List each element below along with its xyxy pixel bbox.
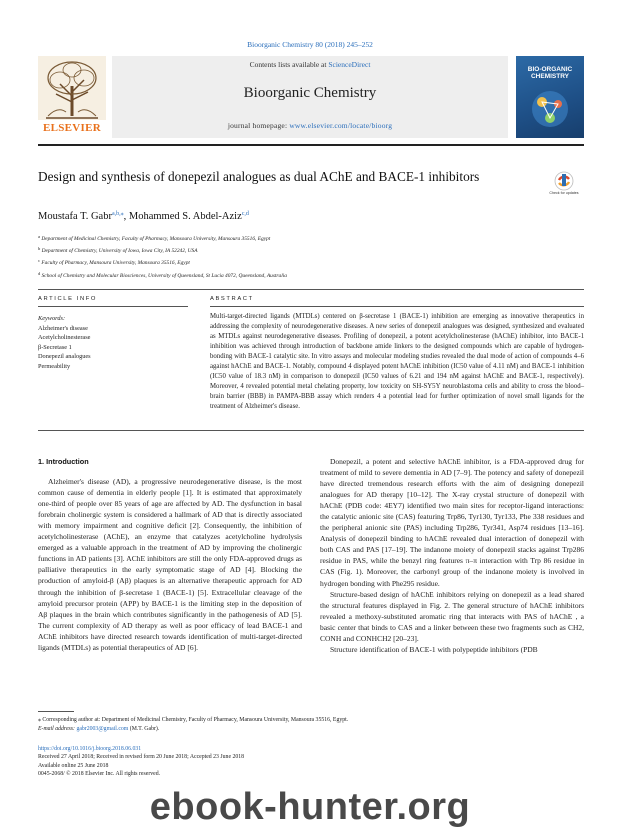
- keywords-label: Keywords:: [38, 315, 66, 322]
- affiliation-text: Department of Chemistry, University of Iowa, Iowa City, IA 52242, USA: [41, 248, 198, 255]
- affiliation-mark: c: [38, 258, 40, 264]
- affiliation-item: [38, 232, 584, 244]
- check-for-updates-badge[interactable]: [550, 170, 578, 200]
- abstract-bottom-rule: [38, 430, 584, 431]
- affiliations-rule: [38, 289, 584, 290]
- homepage-line: [112, 121, 508, 130]
- keywords-block: [38, 314, 188, 372]
- affiliation-mark: a: [38, 234, 40, 239]
- journal-cover[interactable]: [516, 56, 584, 138]
- publisher-name: ELSEVIER: [42, 122, 102, 134]
- abstract-heading: ABSTRACT: [210, 296, 254, 302]
- affiliation-text: Faculty of Pharmacy, Mansoura University, Mansoura 35516, Egypt: [41, 260, 190, 267]
- affiliation-item: [38, 269, 584, 281]
- email-suffix: (M.T. Gabr).: [128, 725, 160, 732]
- homepage-prefix: journal homepage:: [227, 121, 290, 130]
- author-name[interactable]: Mohammed S. Abdel-Aziz: [128, 211, 242, 222]
- affiliations: [38, 232, 584, 281]
- elsevier-logo[interactable]: [38, 56, 106, 138]
- body-paragraph: Donepezil, a potent and selective hAChE inhibitor, is a FDA-approved drug for treatment of mild to severe dementia in AD [7–9]. The potency and safety of donepezil have directed tremendous research efforts with the aim of designing donepezil analogues for AD therapy [10–12]. The X-ray crystal structure of donepezil with hAChE (PDB code: 4EY7) identified two main sites for receptor-ligand interactions: the catalytic anionic site (CAS) featuring Trp86, Tyr130, Tyr133, Phe 338 residues and the peripheral anionic site (PAS) including Trp286, Tyr341, Asp74 residues [13–16]. Analysis of donepezil binding to hAChE revealed dual interaction of donepezil with both CAS and PAS [17–19]. The indanone moiety of donepezil stacks against Trp286 residue in PAS, while the benzyl ring features π–π interaction with Trp 86 residue in CAS (Fig. 1). Moreover, the carbonyl group of the indanone moiety is involved in hydrogen bonding with Phe295 residue.: [320, 457, 584, 588]
- body-paragraph: Structure-based design of hAChE inhibitors relying on donepezil as a lead shared the structural features displayed in Fig. 2. The general structure of hAChE inhibitors revealed a methoxy-substituted aromatic ring that interacts with PAS of hAChE , a basic center that binds to CAS and a linker between these two fragments such as CH2, CONH and CONHCH2 [20–23].: [320, 589, 584, 643]
- molecule-icon: [526, 86, 574, 132]
- author-marks[interactable]: c,d: [241, 211, 249, 217]
- check-updates-icon: [550, 170, 578, 200]
- keyword-item: Acetylcholinesterase: [38, 334, 91, 342]
- email-link[interactable]: gabr2003@gmail.com: [76, 725, 129, 732]
- sciencedirect-link[interactable]: ScienceDirect: [328, 60, 371, 69]
- article-info-heading: ARTICLE INFO: [38, 296, 98, 302]
- author-list: [38, 210, 249, 222]
- keyword-item: Alzheimer's disease: [38, 324, 88, 332]
- affiliation-mark: b: [38, 246, 41, 252]
- email-label: E-mail address:: [38, 725, 77, 732]
- affiliation-item: [38, 244, 584, 256]
- right-column: [320, 456, 584, 655]
- journal-title[interactable]: Bioorganic Chemistry: [243, 85, 377, 101]
- article-info-rule: [38, 306, 188, 307]
- contents-line: [112, 60, 508, 69]
- affiliation-mark: d: [38, 270, 41, 276]
- keyword-item: β-Secretase 1: [38, 343, 72, 351]
- author-marks[interactable]: a,b,⁎: [111, 211, 124, 217]
- abstract-rule: [210, 306, 584, 307]
- header-rule: [38, 144, 584, 146]
- received-dates: Received 27 April 2018; Received in revised form 20 June 2018; Accepted 23 June 2018: [38, 754, 245, 761]
- online-date: Available online 25 June 2018: [38, 762, 109, 769]
- keyword-item: Permeability: [38, 362, 71, 370]
- copyright-line: 0045-2068/ © 2018 Elsevier Inc. All rights reserved.: [38, 771, 161, 778]
- article-history: [38, 745, 338, 779]
- email-line: [38, 725, 584, 734]
- section-heading-introduction: 1. Introduction: [38, 457, 89, 466]
- footnote-rule: [38, 711, 74, 712]
- body-paragraph: Alzheimer's disease (AD), a progressive neurodegenerative disease, is the most common cause of dementia in elderly people [1]. It is estimated that approximately one-third of people over 85 years of age are affected by AD. The dysfunction in basal forebrain cholinergic system is considered a hallmark of AD that is directly associated with memory impairment and cognitive deficit [2]. Consequently, the inhibition of acetylcholinesterase (AChE), an enzyme that catalyzes acetylcholine hydrolysis emerged as a valuable approach in the treatment of AD by improving the cholinergic functions in AD patients [3]. AChE inhibitors are still the only FDA-approved drugs as palliative therapeutics in the early symptomatic stage of AD [4]. Blocking the production of amyloid-β (Aβ) plaques is an alternative therapeutic approach for AD through the inhibition of β-secretase 1 (BACE-1) [5]. Extracellular cleavage of the amyloid precursor protein (APP) by BACE-1 is the limiting step in the deposition of Aβ plaques in the brain which contributes significantly in the pathogenesis of AD [5]. The current complexity of AD therapy as well as poor efficacy of lead BACE-1 and AChE inhibitors have directed research towards identification of multi-target-directed ligands (MTDLs) as potential therapeutics of AD [6].: [38, 477, 302, 652]
- journal-reference[interactable]: Bioorganic Chemistry 80 (2018) 245–252: [247, 40, 373, 49]
- affiliation-item: [38, 256, 584, 268]
- homepage-link[interactable]: www.elsevier.com/locate/bioorg: [289, 121, 393, 130]
- doi-link[interactable]: https://doi.org/10.1016/j.bioorg.2018.06.031: [38, 746, 142, 752]
- author-name[interactable]: Moustafa T. Gabr: [38, 211, 112, 222]
- keyword-item: Donepezil analogues: [38, 353, 91, 361]
- cover-title: BIO-ORGANIC CHEMISTRY: [527, 66, 573, 81]
- journal-header: [38, 56, 584, 138]
- corresponding-author-footnote: [38, 716, 584, 733]
- corresponding-author-note: ⁎ Corresponding author at: Department of Medicinal Chemistry, Faculty of Pharmacy, Mansoura University, Mansoura 35516, Egypt.: [38, 717, 349, 723]
- abstract-text: Multi-target-directed ligands (MTDLs) centered on β-secretase 1 (BACE-1) inhibition are emerging as innovative therapeutics in addressing the complexity of neurodegenerative diseases. A new series of donepezil analogues was designed, synthesized and evaluated as MTDLs against neurodegenerative diseases. Profiling of donepezil, a potent acetylcholinesterase (hAChE) inhibitor, into BACE-1 inhibition was achieved through introduction of backbone amide linkers to the designed compounds which are capable of hydrogen-bonding with BACE-1 catalytic site. In vitro assays and molecular modeling studies revealed the dual mode of action of compounds 4–6 against hAChE and BACE-1. Notably, compound 4 displayed potent hAChE inhibition (IC50 value of 4.11 nM) and BACE-1 inhibition (IC50 value of 18.3 nM) in comparison to donepezil (IC50 values of 6.21 and 194 nM against hAChE and BACE-1, respectively). Moreover, 4 revealed potential metal chelating property, low toxicity on SH-SY5Y neuroblastoma cells and ability to cross the blood–brain barrier (BBB) in PAMPA-BBB assay which renders 4 a potential lead for further optimization of novel small ligands for the treatment of Alzheimer's disease.: [210, 313, 584, 411]
- author-separator: ,: [123, 211, 129, 222]
- contents-prefix: Contents lists available at: [249, 60, 329, 69]
- affiliation-text: Department of Medicinal Chemistry, Faculty of Pharmacy, Mansoura University, Mansoura 35516, Egypt: [41, 236, 271, 242]
- tree-icon: [38, 56, 106, 120]
- affiliation-text: School of Chemistry and Molecular Biosciences, University of Queensland, St Lucia 4072, Queensland, Australia: [41, 272, 287, 279]
- article-title: Design and synthesis of donepezil analogues as dual AChE and BACE-1 inhibitors: [38, 169, 480, 184]
- journal-banner: [112, 56, 508, 138]
- left-column: [38, 456, 302, 653]
- watermark: ebook-hunter.org: [149, 786, 471, 827]
- check-updates-label: Check for updates: [549, 191, 579, 195]
- body-paragraph: Structure identification of BACE-1 with polypeptide inhibitors (PDB: [330, 644, 538, 654]
